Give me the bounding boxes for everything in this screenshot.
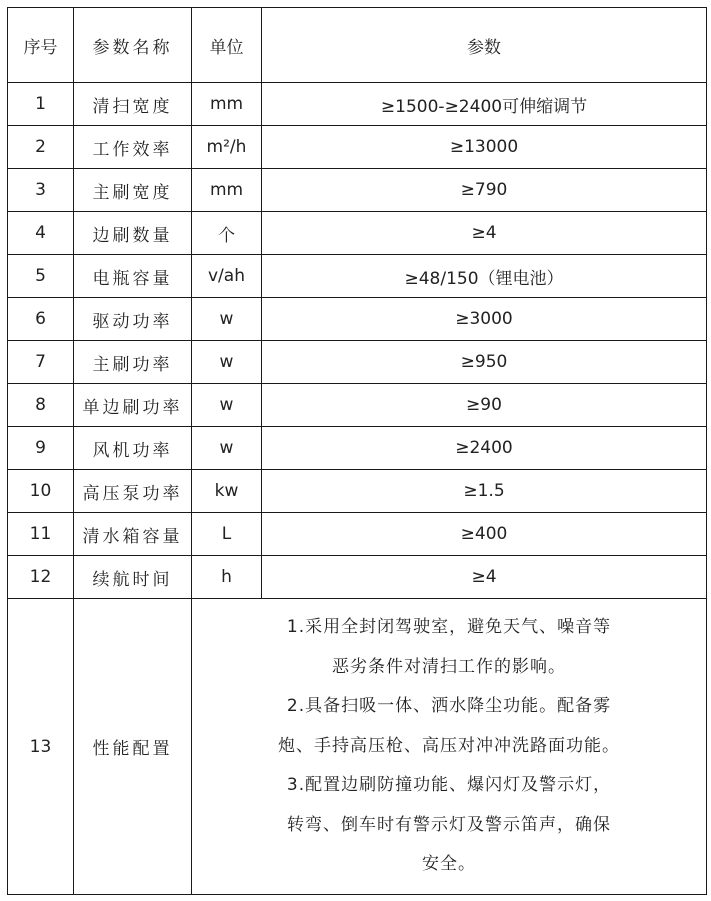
cell-name: 清扫宽度 xyxy=(74,83,192,126)
cell-no: 5 xyxy=(8,255,74,298)
cell-no: 13 xyxy=(8,599,74,895)
cell-unit: mm xyxy=(192,169,262,212)
cell-no: 6 xyxy=(8,298,74,341)
cell-unit: m²/h xyxy=(192,126,262,169)
cell-value: ≥1.5 xyxy=(262,470,707,513)
config-line: 3.配置边刷防撞功能、爆闪灯及警示灯， xyxy=(286,775,612,796)
config-description xyxy=(192,599,707,895)
spec-table xyxy=(7,7,707,895)
table-row xyxy=(8,556,707,599)
table-row xyxy=(8,513,707,556)
table-row xyxy=(8,470,707,513)
table-row xyxy=(8,341,707,384)
cell-no: 2 xyxy=(8,126,74,169)
cell-no: 1 xyxy=(8,83,74,126)
cell-value: ≥13000 xyxy=(262,126,707,169)
cell-value: ≥90 xyxy=(262,384,707,427)
cell-unit: h xyxy=(192,556,262,599)
header-row xyxy=(8,8,707,83)
cell-name: 高压泵功率 xyxy=(74,470,192,513)
cell-value: ≥4 xyxy=(262,212,707,255)
cell-unit: w xyxy=(192,384,262,427)
cell-no: 11 xyxy=(8,513,74,556)
table-row xyxy=(8,126,707,169)
table-row xyxy=(8,384,707,427)
cell-name: 主刷宽度 xyxy=(74,169,192,212)
cell-no: 3 xyxy=(8,169,74,212)
table-row xyxy=(8,212,707,255)
cell-unit: v/ah xyxy=(192,255,262,298)
header-unit: 单位 xyxy=(192,8,262,83)
cell-unit: w xyxy=(192,298,262,341)
cell-value: ≥790 xyxy=(262,169,707,212)
cell-unit: w xyxy=(192,427,262,470)
cell-no: 8 xyxy=(8,384,74,427)
cell-value: ≥3000 xyxy=(262,298,707,341)
cell-name: 单边刷功率 xyxy=(74,384,192,427)
cell-value: ≥950 xyxy=(262,341,707,384)
config-line: 转弯、倒车时有警示灯及警示笛声，确保 xyxy=(287,814,611,835)
config-line: 2.具备扫吸一体、洒水降尘功能。配备雾 xyxy=(286,696,612,717)
cell-name: 续航时间 xyxy=(74,556,192,599)
cell-name: 工作效率 xyxy=(74,126,192,169)
table-row xyxy=(8,83,707,126)
cell-value: ≥1500-≥2400可伸缩调节 xyxy=(262,83,707,126)
cell-value: ≥2400 xyxy=(262,427,707,470)
cell-name: 清水箱容量 xyxy=(74,513,192,556)
table-row xyxy=(8,298,707,341)
cell-value: ≥4 xyxy=(262,556,707,599)
header-value: 参数 xyxy=(262,8,707,83)
table-row xyxy=(8,169,707,212)
cell-name: 主刷功率 xyxy=(74,341,192,384)
config-line: 炮、手持高压枪、高压对冲冲洗路面功能。 xyxy=(278,735,620,756)
cell-no: 12 xyxy=(8,556,74,599)
config-line: 安全。 xyxy=(422,854,476,875)
cell-unit: w xyxy=(192,341,262,384)
cell-name: 风机功率 xyxy=(74,427,192,470)
cell-unit: mm xyxy=(192,83,262,126)
cell-no: 10 xyxy=(8,470,74,513)
header-name: 参数名称 xyxy=(74,8,192,83)
cell-unit: L xyxy=(192,513,262,556)
cell-name: 边刷数量 xyxy=(74,212,192,255)
cell-unit: 个 xyxy=(192,212,262,255)
cell-value: ≥400 xyxy=(262,513,707,556)
cell-value: ≥48/150（锂电池） xyxy=(262,255,707,298)
config-line: 恶劣条件对清扫工作的影响。 xyxy=(332,656,566,677)
table-row xyxy=(8,255,707,298)
cell-name: 性能配置 xyxy=(74,599,192,895)
cell-no: 9 xyxy=(8,427,74,470)
cell-name: 电瓶容量 xyxy=(74,255,192,298)
cell-no: 4 xyxy=(8,212,74,255)
table-row xyxy=(8,427,707,470)
header-no: 序号 xyxy=(8,8,74,83)
config-line: 1.采用全封闭驾驶室，避免天气、噪音等 xyxy=(286,617,612,638)
cell-no: 7 xyxy=(8,341,74,384)
cell-unit: kw xyxy=(192,470,262,513)
cell-name: 驱动功率 xyxy=(74,298,192,341)
config-row xyxy=(8,599,707,895)
